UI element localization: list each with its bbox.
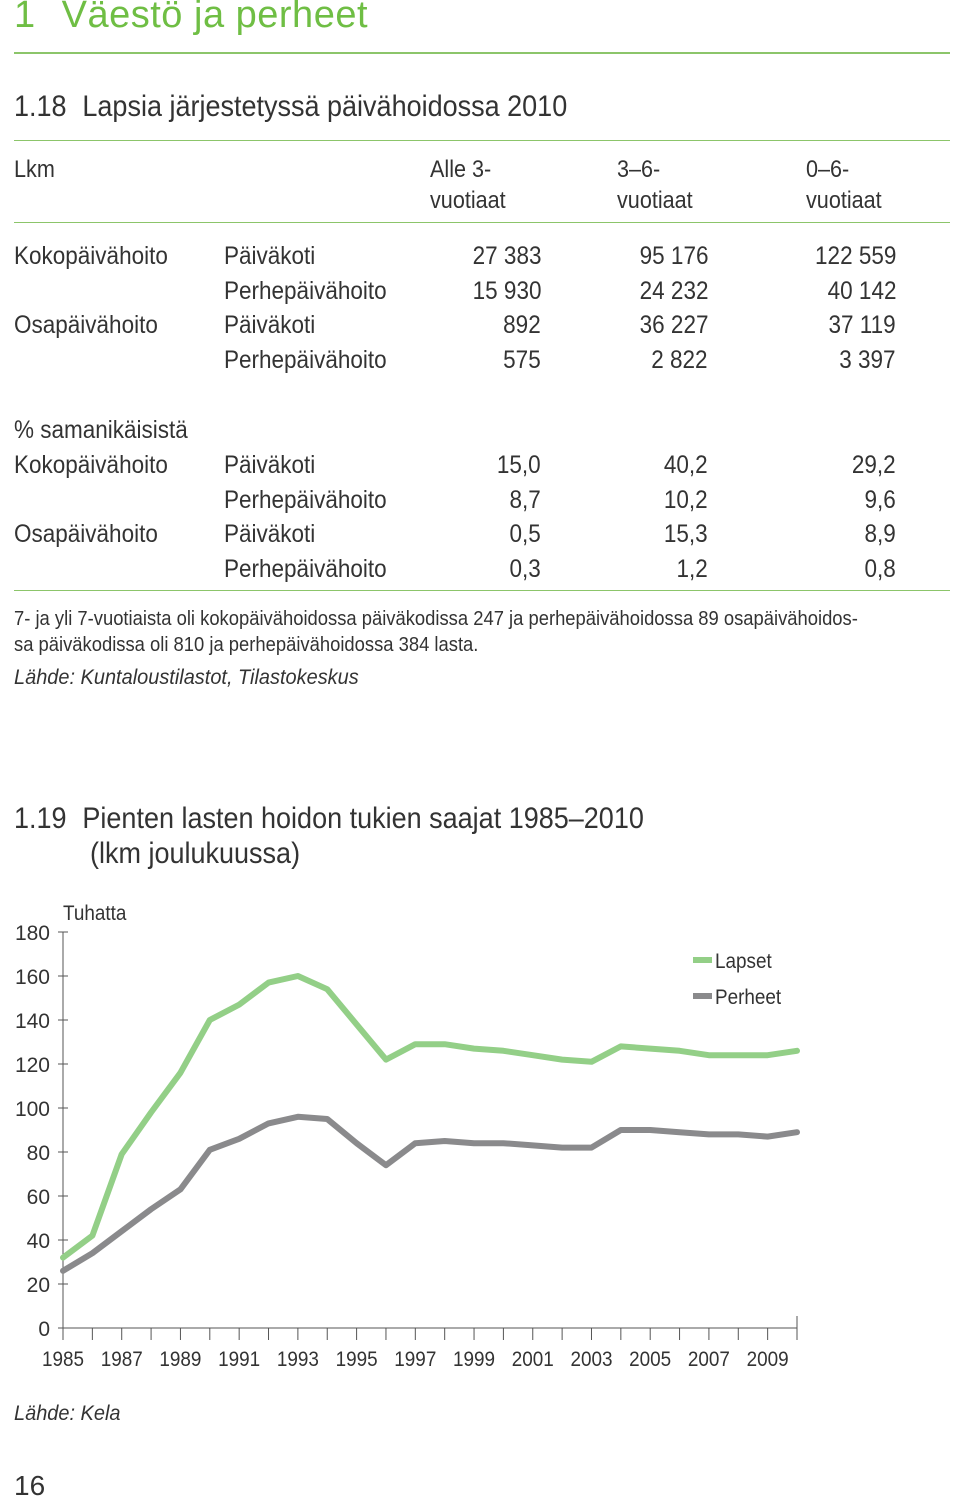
row-group-label: Osapäivähoito: [14, 520, 158, 549]
data-point-perheet: [649, 1129, 652, 1132]
data-point-lapset: [62, 1256, 65, 1259]
table-cell: 9,6: [864, 485, 896, 514]
data-point-lapset: [707, 1054, 710, 1057]
data-point-perheet: [384, 1164, 387, 1167]
x-tick-label: 1999: [453, 1348, 496, 1372]
data-point-lapset: [737, 1054, 740, 1057]
table-cell: 15 930: [472, 276, 541, 305]
column-header-line2: vuotiaat: [430, 187, 506, 214]
row-type-label: Päiväkoti: [224, 311, 316, 340]
table-cell: 1,2: [676, 555, 708, 584]
x-tick-label: 1993: [276, 1348, 319, 1372]
data-point-perheet: [296, 1115, 299, 1118]
data-point-perheet: [267, 1122, 270, 1125]
table-cell: 40 142: [827, 276, 896, 305]
x-tick-label: 2007: [687, 1348, 730, 1372]
table-header-rule: [14, 222, 950, 223]
data-point-perheet: [678, 1131, 681, 1134]
table-source: Lähde: Kuntaloustilastot, Tilastokeskus: [14, 666, 359, 689]
table-cell: 29,2: [852, 451, 896, 479]
data-point-lapset: [531, 1054, 534, 1057]
data-point-perheet: [91, 1252, 94, 1255]
row-type-label: Päiväkoti: [224, 451, 316, 479]
chapter-number: 1: [14, 0, 36, 36]
data-point-perheet: [619, 1129, 622, 1132]
column-header-under3: [430, 154, 506, 216]
data-point-lapset: [473, 1047, 476, 1050]
data-point-lapset: [766, 1054, 769, 1057]
y-tick-label: 120: [14, 1054, 50, 1077]
y-tick-label: 180: [14, 922, 50, 945]
data-point-perheet: [531, 1144, 534, 1147]
x-tick-label: 1991: [218, 1348, 261, 1372]
x-tick-label: 1989: [159, 1348, 202, 1372]
data-point-lapset: [208, 1019, 211, 1022]
data-point-lapset: [590, 1060, 593, 1063]
y-tick-label: 20: [26, 1274, 50, 1297]
data-point-perheet: [355, 1142, 358, 1145]
y-tick-label: 140: [14, 1010, 50, 1033]
data-point-perheet: [179, 1188, 182, 1191]
table-cell: 15,0: [497, 451, 541, 479]
row-type-label: Perhepäivähoito: [224, 555, 387, 584]
data-point-perheet: [590, 1146, 593, 1149]
table-cell: 8,9: [864, 520, 896, 549]
chart-subtitle: (lkm joulukuussa): [90, 837, 301, 870]
chapter-title: Väestö ja perheet: [61, 0, 369, 36]
x-tick-label: 1985: [41, 1348, 85, 1372]
table-cell: 122 559: [814, 242, 896, 270]
x-tick-label: 1995: [335, 1348, 378, 1372]
data-point-lapset: [502, 1049, 505, 1052]
column-header-0to6: [806, 154, 882, 216]
row-type-label: Perhepäivähoito: [224, 276, 387, 305]
column-header-line2: vuotiaat: [617, 187, 693, 214]
table-note-line2: sa päiväkodissa oli 810 ja perhepäivähoidossa 384 lasta.: [14, 634, 479, 656]
column-header-line1: 3–6-: [617, 156, 661, 183]
table-title-text: Lapsia järjestetyssä päivähoidossa 2010: [82, 90, 568, 123]
y-tick-label: 80: [26, 1142, 50, 1165]
table-number: 1.18: [14, 90, 67, 123]
table-cell: 892: [503, 311, 541, 340]
percent-section-label: % samanikäisistä: [14, 416, 188, 444]
data-point-perheet: [208, 1148, 211, 1151]
x-tick-label: 2009: [746, 1348, 789, 1372]
table-cell: 0,5: [509, 520, 541, 549]
data-point-lapset: [619, 1045, 622, 1048]
unit-label: Lkm: [14, 156, 55, 183]
data-point-lapset: [384, 1058, 387, 1061]
table-note-line1: 7- ja yli 7-vuotiaista oli kokopäivähoidossa päiväkodissa 247 ja perhepäivähoidossa 89 osapäivähoidos-: [14, 608, 858, 630]
table-cell: 10,2: [664, 485, 708, 514]
data-point-lapset: [796, 1049, 799, 1052]
y-tick-label: 60: [26, 1186, 50, 1209]
series-line-lapset: [63, 976, 797, 1258]
data-point-perheet: [150, 1208, 153, 1211]
column-header-3to6: [617, 154, 693, 216]
y-axis-unit-label: Tuhatta: [63, 902, 127, 926]
data-point-perheet: [414, 1142, 417, 1145]
chart-number: 1.19: [14, 802, 67, 835]
column-header-line1: Alle 3-: [430, 156, 492, 183]
row-group-label: Kokopäivähoito: [14, 451, 168, 479]
column-header-line1: 0–6-: [806, 156, 850, 183]
page-number: 16: [14, 1470, 46, 1501]
table-cell: 24 232: [639, 276, 708, 305]
chart-source: Lähde: Kela: [14, 1402, 121, 1425]
data-point-perheet: [443, 1140, 446, 1143]
x-tick-label: 1987: [100, 1348, 143, 1372]
data-point-lapset: [355, 1023, 358, 1026]
table-cell: 2 822: [651, 346, 708, 375]
data-point-perheet: [473, 1142, 476, 1145]
table-cell: 0,3: [509, 555, 541, 584]
data-point-perheet: [120, 1230, 123, 1233]
legend-label-perheet: Perheet: [715, 986, 782, 1010]
table-cell: 0,8: [864, 555, 896, 584]
table-top-rule: [14, 140, 950, 141]
data-point-perheet: [326, 1118, 329, 1121]
chapter-rule: [14, 52, 950, 54]
data-point-lapset: [678, 1049, 681, 1052]
y-tick-label: 40: [26, 1230, 50, 1253]
table-cell: 575: [503, 346, 541, 375]
data-point-perheet: [561, 1146, 564, 1149]
data-point-perheet: [62, 1269, 65, 1272]
data-point-lapset: [91, 1234, 94, 1237]
chart-title: [14, 802, 644, 836]
data-point-lapset: [649, 1047, 652, 1050]
data-point-lapset: [238, 1003, 241, 1006]
series-line-perheet: [63, 1117, 797, 1271]
data-point-perheet: [766, 1135, 769, 1138]
table-title: [14, 90, 567, 124]
table-cell: 15,3: [664, 520, 708, 549]
y-tick-label: 100: [14, 1098, 50, 1121]
data-point-perheet: [796, 1131, 799, 1134]
table-cell: 37 119: [828, 311, 896, 340]
data-point-lapset: [179, 1071, 182, 1074]
row-group-label: Osapäivähoito: [14, 311, 158, 340]
chart-title-line1: Pienten lasten hoidon tukien saajat 1985–2010: [82, 802, 644, 835]
row-group-label: Kokopäivähoito: [14, 242, 168, 270]
row-type-label: Päiväkoti: [224, 520, 316, 549]
row-type-label: Perhepäivähoito: [224, 346, 387, 375]
data-point-lapset: [561, 1058, 564, 1061]
table-cell: 3 397: [839, 346, 896, 375]
data-point-perheet: [707, 1133, 710, 1136]
y-tick-label: 160: [14, 966, 50, 989]
data-point-lapset: [443, 1043, 446, 1046]
data-point-lapset: [150, 1111, 153, 1114]
x-tick-label: 2005: [629, 1348, 672, 1372]
y-tick-label: 0: [38, 1318, 50, 1341]
table-cell: 40,2: [664, 451, 708, 479]
data-point-perheet: [502, 1142, 505, 1145]
legend-label-lapset: Lapset: [715, 950, 772, 974]
table-cell: 36 227: [639, 311, 708, 340]
x-tick-label: 1997: [394, 1348, 437, 1372]
data-point-lapset: [296, 975, 299, 978]
table-cell: 95 176: [639, 242, 708, 270]
row-type-label: Perhepäivähoito: [224, 485, 387, 514]
line-chart: [0, 890, 960, 1390]
table-cell: 8,7: [509, 485, 541, 514]
x-tick-label: 2001: [511, 1348, 554, 1372]
row-type-label: Päiväkoti: [224, 242, 316, 270]
chapter-heading: [14, 0, 368, 37]
data-point-lapset: [326, 988, 329, 991]
data-point-lapset: [414, 1043, 417, 1046]
x-tick-label: 2003: [570, 1348, 613, 1372]
data-point-lapset: [267, 981, 270, 984]
data-point-lapset: [120, 1153, 123, 1156]
data-point-perheet: [737, 1133, 740, 1136]
table-cell: 27 383: [472, 242, 541, 270]
data-point-perheet: [238, 1137, 241, 1140]
table-bottom-rule: [14, 590, 950, 591]
column-header-line2: vuotiaat: [806, 187, 882, 214]
